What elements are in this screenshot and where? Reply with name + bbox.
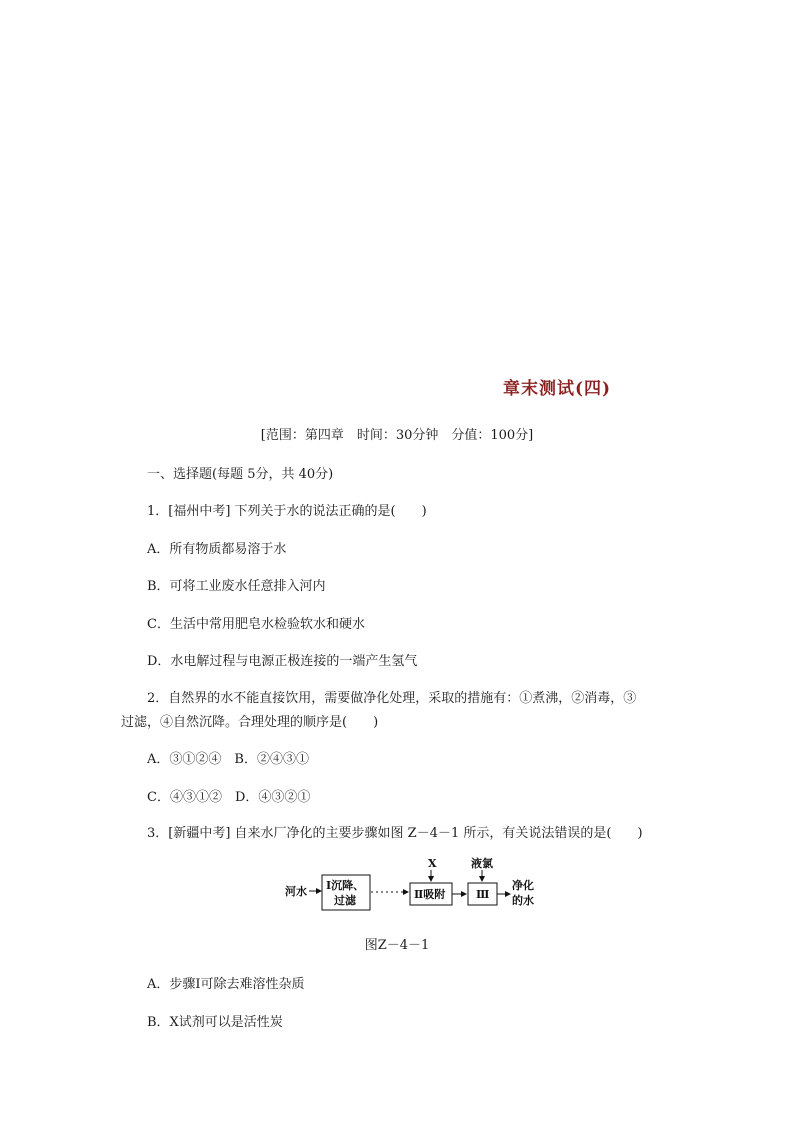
section-heading: 一、选择题(每题 5分，共 40分) — [147, 467, 334, 482]
water-purification-diagram — [285, 855, 545, 917]
question-1-option-b: B．可将工业废水任意排入河内 — [147, 579, 326, 594]
box2-label: Ⅱ吸附 — [414, 888, 446, 901]
exam-scope: [范围：第四章 时间：30分钟 分值：100分] — [260, 428, 534, 443]
box1-label-line2: 过滤 — [334, 894, 356, 907]
question-3-option-a: A．步骤Ⅰ可除去难溶性杂质 — [147, 977, 305, 992]
question-1-option-a: A．所有物质都易溶于水 — [147, 542, 287, 557]
question-1-option-c: C．生活中常用肥皂水检验软水和硬水 — [147, 617, 365, 632]
diagram-reagent-x-label: X — [428, 857, 437, 870]
figure-caption: 图Z－4－1 — [364, 938, 430, 953]
box1-label-line1: Ⅰ沉降、 — [326, 879, 365, 892]
page-title: 章末测试(四) — [503, 379, 612, 399]
question-2-options-row1: A．③①②④ B．②④③① — [147, 752, 309, 767]
question-3-stem: 3．[新疆中考] 自来水厂净化的主要步骤如图 Z－4－1 所示，有关说法错误的是( ) — [147, 826, 643, 841]
question-1-stem: 1．[福州中考] 下列关于水的说法正确的是( ) — [147, 504, 427, 519]
diagram-input-river-water: 河水 — [285, 885, 307, 898]
question-3-option-b: B．X试剂可以是活性炭 — [147, 1015, 283, 1030]
question-1-option-d: D．水电解过程与电源正极连接的一端产生氢气 — [147, 654, 418, 669]
box3-label: Ⅲ — [476, 888, 490, 901]
diagram-output-line1: 净化 — [512, 879, 534, 892]
diagram-output-line2: 的水 — [512, 894, 534, 907]
question-2-options-row2: C．④③①② D．④③②① — [147, 790, 311, 805]
question-2-stem-line1: 2．自然界的水不能直接饮用，需要做净化处理，采取的措施有：①煮沸，②消毒，③ — [147, 691, 637, 706]
diagram-chlorine-label: 液氯 — [471, 857, 493, 870]
question-2-stem-line2: 过滤，④自然沉降。合理处理的顺序是( ) — [121, 715, 379, 730]
